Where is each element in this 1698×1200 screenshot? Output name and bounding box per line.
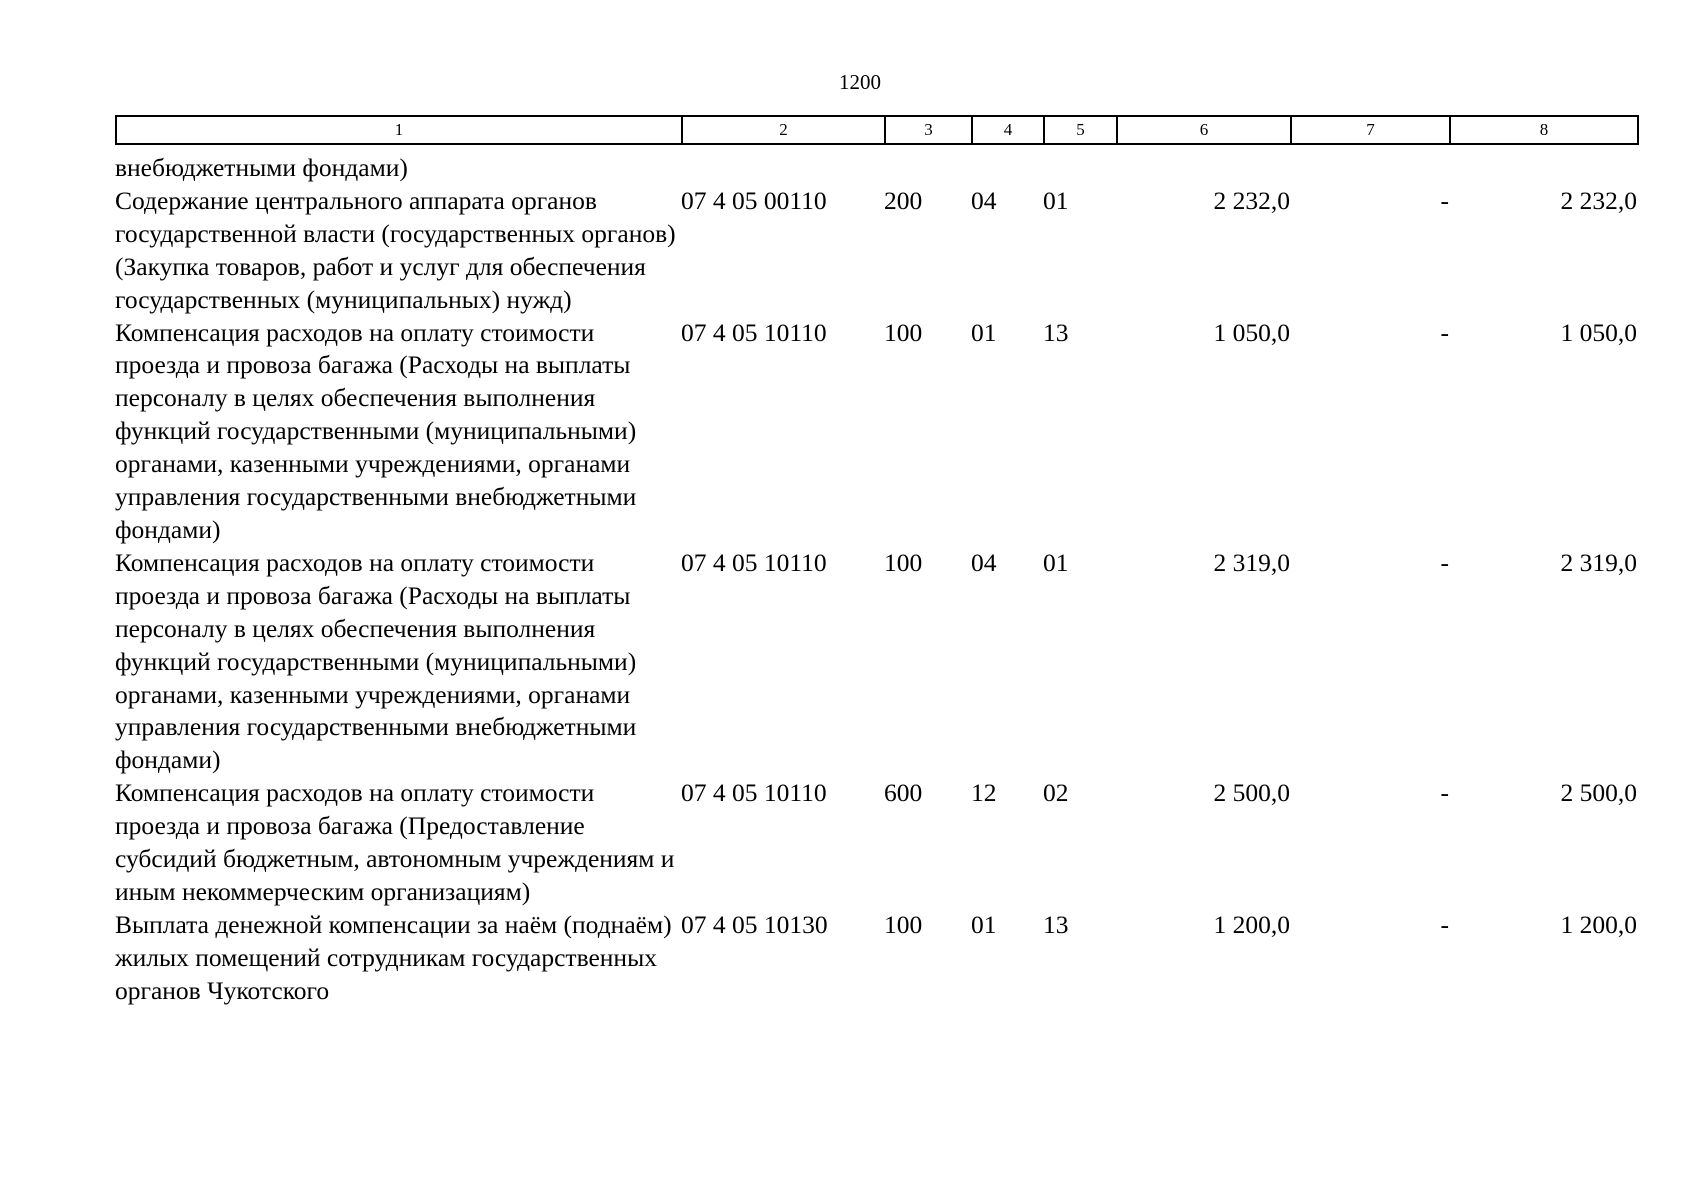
row-section: 04 bbox=[971, 185, 997, 215]
row-amount-col8: 2 319,0 bbox=[1560, 547, 1637, 577]
row-amount-col8: 1 200,0 bbox=[1560, 909, 1637, 939]
row-section: 04 bbox=[971, 547, 997, 577]
row-subsection: 13 bbox=[1043, 317, 1069, 347]
row-expense-type: 100 bbox=[884, 909, 923, 939]
column-number-header bbox=[115, 115, 1639, 145]
table-row bbox=[115, 777, 1637, 909]
row-subsection: 13 bbox=[1043, 909, 1069, 939]
header-col-2: 2 bbox=[682, 116, 885, 144]
header-col-1: 1 bbox=[116, 116, 682, 144]
row-name: Компенсация расходов на оплату стоимости проезда и провоза багажа (Расходы на выплаты персоналу в целях обеспечения выполнения функций государственными (муниципальными) органами, казенными учреждениями, органами управления государственными внебюджетными фондами) bbox=[115, 317, 637, 544]
row-section: 01 bbox=[971, 909, 997, 939]
header-col-7: 7 bbox=[1291, 116, 1450, 144]
row-expense-type: 100 bbox=[884, 317, 923, 347]
row-target-code: 07 4 05 00110 bbox=[681, 185, 827, 215]
row-subsection: 01 bbox=[1043, 547, 1069, 577]
row-amount-col6: 2 319,0 bbox=[1213, 547, 1290, 577]
row-section: 01 bbox=[971, 317, 997, 347]
table-row bbox=[115, 547, 1637, 777]
row-name: Компенсация расходов на оплату стоимости проезда и провоза багажа (Предоставление субсидий бюджетным, автономным учреждениям и иным некоммерческим организациям) bbox=[115, 778, 675, 906]
row-target-code: 07 4 05 10110 bbox=[681, 547, 827, 577]
header-col-5: 5 bbox=[1044, 116, 1117, 144]
row-amount-col6: 2 500,0 bbox=[1213, 778, 1290, 808]
header-col-6: 6 bbox=[1117, 116, 1291, 144]
row-amount-col6: 2 232,0 bbox=[1213, 185, 1290, 215]
row-subsection: 01 bbox=[1043, 185, 1069, 215]
row-target-code: 07 4 05 10110 bbox=[681, 778, 827, 808]
row-name: Содержание центрального аппарата органов государственной власти (государственных органов) (Закупка товаров, работ и услуг для обеспечения государственных (муниципальных) нужд) bbox=[115, 185, 676, 314]
header-col-3: 3 bbox=[885, 116, 972, 144]
row-subsection: 02 bbox=[1043, 778, 1069, 808]
table-row bbox=[115, 185, 1637, 317]
row-target-code: 07 4 05 10110 bbox=[681, 317, 827, 347]
row-expense-type: 200 bbox=[884, 185, 923, 215]
header-col-8: 8 bbox=[1450, 116, 1638, 144]
continuation-row bbox=[115, 152, 1637, 185]
row-amount-col8: 1 050,0 bbox=[1560, 317, 1637, 347]
row-amount-col7: - bbox=[1440, 185, 1449, 215]
header-col-4: 4 bbox=[972, 116, 1044, 144]
row-amount-col7: - bbox=[1440, 778, 1449, 808]
row-expense-type: 100 bbox=[884, 547, 923, 577]
page-number: 1200 bbox=[839, 70, 881, 94]
row-amount-col7: - bbox=[1440, 317, 1449, 347]
row-amount-col6: 1 050,0 bbox=[1213, 317, 1290, 347]
row-name: Выплата денежной компенсации за наём (поднаём) жилых помещений сотрудникам государственных органов Чукотского bbox=[115, 909, 672, 1005]
budget-table bbox=[115, 152, 1637, 1008]
row-name: Компенсация расходов на оплату стоимости проезда и провоза багажа (Расходы на выплаты персоналу в целях обеспечения выполнения функций государственными (муниципальными) органами, казенными учреждениями, органами управления государственными внебюджетными фондами) bbox=[115, 547, 637, 775]
row-amount-col6: 1 200,0 bbox=[1213, 909, 1290, 939]
row-target-code: 07 4 05 10130 bbox=[681, 909, 828, 939]
continuation-text: внебюджетными фондами) bbox=[115, 153, 408, 182]
row-amount-col8: 2 500,0 bbox=[1560, 778, 1637, 808]
row-amount-col7: - bbox=[1440, 547, 1449, 577]
table-row bbox=[115, 317, 1637, 547]
table-row bbox=[115, 909, 1637, 1008]
row-section: 12 bbox=[971, 778, 997, 808]
row-amount-col7: - bbox=[1440, 909, 1449, 939]
row-expense-type: 600 bbox=[884, 778, 923, 808]
row-amount-col8: 2 232,0 bbox=[1560, 185, 1637, 215]
